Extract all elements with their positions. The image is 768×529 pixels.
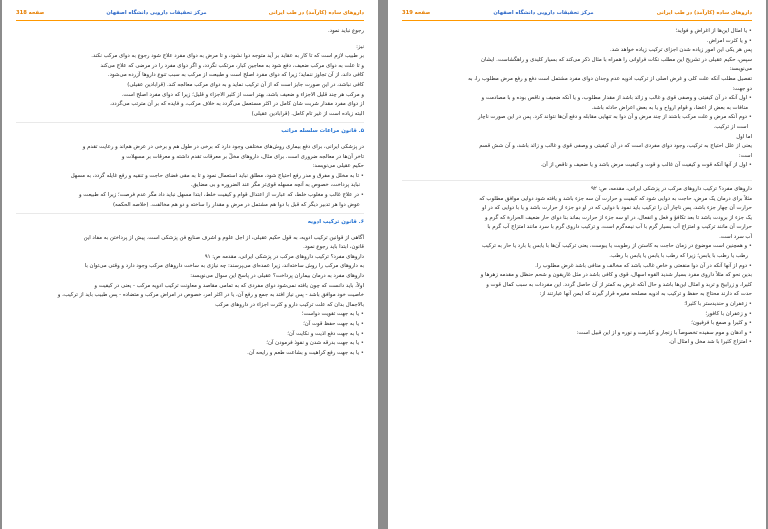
bullet-line: • یا امثال این‌ها از اغراض و فواید؛ [402,27,752,37]
header-title: مرکز تحقیقات دارویی دانشگاه اصفهان [106,10,207,16]
bullet-line: • در علاج غالب و مغلوب خلط، که عبارت از اعتدال قوام و کیفیت خلط، ابتدا مسهل نباید داد مگر عدم فرصت؛ زیرا که طبیعت و [16,191,364,201]
page-body [16,27,364,358]
section-heading: ۵. قانون مراعات سلسله مراتب [281,128,364,135]
text-line: بدین نحو که مثلاً داروی مفرد بسیار شدید القوه اسهال، قوی و کافی باشد در مثل غاریقون و شحم حنظل و مقدمه زهرها و [480,272,752,279]
text-line: کافی نباشد، در این صورت جایز است که از آن ترکیب نماید و به دوای مرکب معالجه کند. (قرابادین عقیلی) [127,81,364,88]
spacer [402,171,752,177]
text-line: بالاجمال بدان که علت ترکیب دارو و کثرت اجزاء در داروهای مرکب [215,301,364,308]
text-line: پس هر یکی این امور زیاده شدن اجزای ترکیب زیاده خواهد شد. [610,47,752,54]
header-subtitle: داروهای ساده (کارآمد) در طب ایرانی [268,10,364,16]
text-line: کافی داند، از آن تجاوز ننماید؛ زیرا که دوای مفرد اصلح است و طبیعت از مرکب به سبب تنوع داروها آزرده می‌شود. [107,72,364,79]
text-line: حدت که دارند محتاج به حفظ و ترکیب به ادویه مصلحه مغیره قرار گیرند که ایمن آنها عبارتند از: [539,291,752,298]
bullet-line: • یا به جهت بدرقه شدن و نفوذ فرمودن آن؛ [16,339,364,349]
text-line: حرارت آن چهار جزء باشد، پس ناچار آن را ترکیب باید نمود با دوایی که در او دو جزء از حرارت باشد و یا با دوایی که در او [482,205,752,212]
bullet-line: • تا به مخلل و مفرق و مدر رفع احتیاج شود، مطلق نباید استعمال نمود و تا به مقی فضای حاجت و تنقیه و رفع غایله گردد، به مسهل [16,172,364,182]
text-line: داروهای مفرد؟ ترکیب داروهای مرکب در پزشکی ایرانی، مقدمه ص: ۹۱ [204,253,364,260]
text-line: یک جزء از برودت باشد تا بعد تکافؤ و فعل و انفعال، در او سه جزء از حرارت بماند بنا دوای حار ضعیف الحرارة که گرم و [485,214,752,221]
text-line: تاخر آن‌ها در معالجه ضروری است. برای مثال، داروهای مخلّ بر معرقات تقدم داشته و معرقات بر مسهلات و [121,153,364,160]
left-page [2,0,378,529]
page-number: صفحه 319 [402,10,431,16]
text-line: و تا علت به دوای مرکب ضعیف، دفع شود به معاجین کبار، مرتکب نگردد، و اگر دوای مفرد را در مرضی که علاج می‌کند [100,62,364,69]
text-line: اما اول [736,133,752,140]
bullet-line: • یا به جهت رفع کراهیت و بشاعت طعم و رایحه آن. [16,349,364,359]
bullet-line: • و زعفران با کافور؛ [402,310,752,320]
divider [16,213,364,214]
bullet-line: • امتزاج کثیرا با شد مخل و امثال آن. [402,338,752,348]
text-line: رطب یا رطب با یابس؛ زیرا که رطب با یابس یا یابس با رطب. [609,253,748,260]
bullet-line: • و همچنین است موضوع در زمان حاجت به کاستن از رطوبت یا یبوست، یعنی ترکیب آن‌ها با یابس یا بارد یا حار به ترکیب [402,242,752,252]
bullet-line: • دوم از آنها آنکه در آن دوا منفعتی و خاص غالب باشد که مخالف و منافی باشد غرض مطلوب را. [402,262,752,272]
text-line: از دوای مفرد مقدار شربت شان کامل در اکثر مستعمل می‌گردد به خلاف مرکب، و فایده که بر آن مترتب می‌گردد، [110,101,364,108]
text-line: به داروهای مرکب را روش ساخته‌اند، زیرا عمده‌ای می‌پرسند: چه نیازی به ساخت داروهای مرکب وجود دارد و وقتی می‌توان با [84,263,364,270]
text-line: قانون، ابتدا باید رجوع نمود. [303,244,364,251]
text-line: در پزشکی ایرانی، برای دفع بیماری روش‌های مختلفی وجود دارد که برخی در طول هم و برخی در عرض هم‌اند و رعایت تقدم و [82,143,364,150]
bullet-line: • یا به جهت دفع اذیت و نکایت آن؛ [16,330,364,340]
text-line: مثلاً برای درمان یک مرض، حاجت به دوایی شود که کیفیت و حرارت آن سه جزء باشد و یافته شود دوایی موافق مطلوب که [479,195,752,202]
text-line: حرارت آن مانند ترکیب و امتزاج آب بسیار گرم با آب نیمه‌گرم است، و ترکیب داروی گرم با سرد مانند امتزاج آب گرم با [487,224,752,231]
text-line: البته زیاده است از غیر تام کامل. (قرابادین عقیلی) [251,110,364,117]
text-line: است: [738,152,752,159]
text-line: می‌نویسد: [729,66,752,73]
divider [402,180,752,181]
text-line: منافات به بعض از اعضا، و قوام ارواح و یا به بعض اعراض حادثه باشد. [591,104,748,111]
text-line: دو جهت: [732,85,752,92]
section-heading: ۶. قانون ترکیب ادویه [307,219,364,226]
text-line: خاصیت خود موافق باشد - پس نیاز افتد به جمع و رفع آن، یا در اکثر امر، خصوص در امراض مرکب و متضاده - پس طبیب باید از ترکیب، و [57,292,364,299]
bullet-line: • زعفران و حندیدستر با کثیرا؛ [402,300,752,310]
text-line: داروهای مفرد؟ ترکیب داروهای مرکب در پزشکی ایرانی، مقدمه، ص: ۹۲ [590,185,752,192]
text-line: تفصیل مطلب آنکه علت کلی و غرض اصلی از ترکیب ادویه عدم وجدان دوای مفرد مشتمل است دفع و رفع مرض مطلوب را، به [468,75,752,82]
page-body [402,27,752,348]
right-page [388,0,766,529]
text-line: رجوع نباید نمود. [328,28,364,34]
text-line: عوض دوا هر تدبیر دیگر که قبل با دوا هم مشتمل در مرض و مقدار را ساخته و دو هم مخالفت. (خلاصه الحکمه) [112,201,360,208]
text-line: و مرکب هر چند قلیل الاجزاء و ضعیف باشد، بهتر است از کثیر الاجزاء و قلیل؛ زیرا که دوای مفرد اصلح است. [121,91,364,98]
text-line: آب سرد است. [719,233,752,240]
text-line: نیز: [356,43,364,50]
text-line: نباید پرداخت، خصوص به آنچه مسهله قوی‌تر مگر عند الضروره و بی مضایق. [190,182,360,189]
bullet-line: • اول آنکه در آن کیفیتی و وصفی قوی و غالب و زائد باشد از مقدار مطلوب، و یا آنکه ضعیف و ناقص بوده و با مصادمت و [402,94,752,104]
bullet-line: • یا به جهت حفظ قوت آن؛ [16,320,364,330]
page-number: صفحه 318 [16,10,45,16]
text-line: سپس، حکیم عقیلی در تشریح این مطلب نکات فراوانی را همراه با مثال ذکر می‌کند که بسیار کلیدی و راهگشاست. ایشان [481,56,752,63]
header-title: مرکز تحقیقات دارویی دانشگاه اصفهان [493,10,594,16]
page-header [16,6,364,21]
bullet-line: • یا به جهت تقویت دواست؛ [16,310,364,320]
page-header [402,6,752,21]
header-subtitle: داروهای ساده (کارآمد) در طب ایرانی [656,10,752,16]
text-line: است از ترکیب. [713,123,748,130]
text-line: کثیرا، و زرابیح و تربد و امثال این‌ها باشد و حال آنکه غرض به کمتر از آن حاصل گردد. این مفردات به سبب کمال قوت و [486,281,752,288]
bullet-line: • اول از آنها آنکه قوت و کیفیت آن غالب و قوت و کیفیت مرض باشد و یا ضعیف و ناقص از آن. [402,161,752,171]
bullet-line: • دوم آنکه مرض و علت مرکب باشند از چند مرض و آن دوا به تنهایی مقابله و دفع آن‌ها نتواند کرد. پس در این صورت ناچار [402,113,752,123]
text-line: آگاهی از قوانین ترکیب ادویه، به قول حکیم عقیلی، از اجل علوم و اشرف صنایع فن پزشکی است. پیش از پرداختن به مفاد این [83,234,364,241]
bullet-line: • و ادهان و موم سفیده تخصوصاً با زنجار و کبارمت و نوره و از این قبیل است: [402,329,752,339]
bullet-line: • و یا کثرت امراض. [402,37,752,47]
text-line: داروهای مفرد به درمان بیماران پرداخت؟ عقیلی در پاسخ این سوال می‌نویسد: [190,273,364,280]
divider [16,122,364,123]
text-line: حکیم عقیلی می‌نویسد: [312,163,364,170]
bullet-line: • و کثیرا و صمغ با فرفیون؛ [402,319,752,329]
text-line: بر طبیب لازم است که تا کار به عقاید بر آید متوجه دوا نشود، و تا مرض به دوای مفرد علاج شود رجوع به دوای مرکب نکند. [91,53,364,60]
text-line: اولاً، باید دانست که چون یافته نمی‌شود دوای مفردی که به تمامی مقاصد و معاونت ترکیب ادویه مرکب - یعنی در کیفیت و [94,282,364,289]
text-line: یعنی از علل احتیاج به ترکیب، وجود دوای مفردی است که در آن کیفیتی و وصفی قوی و غالب و زائد باشد، و آن شش قسم [479,143,752,150]
